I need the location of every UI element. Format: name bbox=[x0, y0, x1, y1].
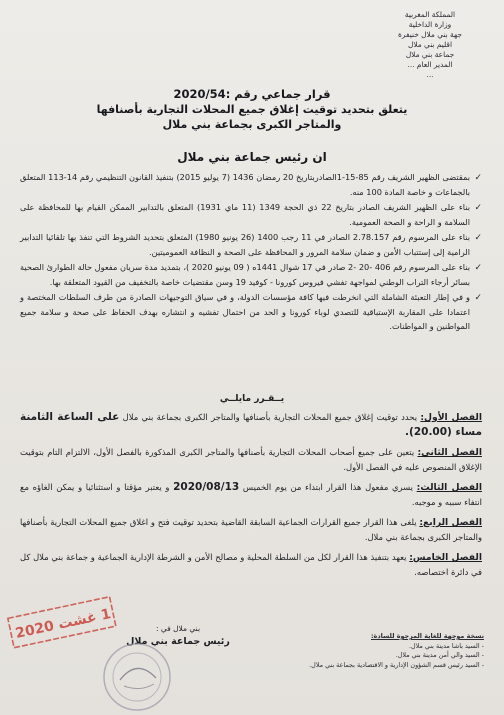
consideration-text: بناء على المرسوم رقم 406 -20 -2 صادر في 17 شوال 1441ه ( 09 يونيو 2020 )، بتمديد مدة سريان مفعول حالة الطوارئ الصحية بسائر أرجاء التراب الوطني لمواجهة تفشي فيروس كورونا - كوفيد 19 وسن مقتضيات خاصة بالتخفيف من القيود المتعلقة بها. bbox=[20, 262, 470, 287]
article-title: الفصل الثاني: bbox=[417, 447, 482, 458]
article-title: الفصل الأول: bbox=[420, 412, 482, 423]
signature-place-date: بني ملال في : bbox=[155, 624, 201, 633]
signature-title: رئيس جماعة بني ملال bbox=[126, 636, 230, 647]
article-date: 2020/08/13 bbox=[173, 481, 240, 493]
copy-recipient: - السيد والي أمن مدينة بني ملال. bbox=[395, 651, 484, 660]
checkmark-icon: ✓ bbox=[474, 173, 482, 183]
article-text: يتعين على جميع أصحاب المحلات التجارية بأصنافها والمتاجر الكبرى المذكورة بالفصل الأول، الالتزام التام بتوقيت الإغلاق المنصوص عليه في الفصل الأول. bbox=[20, 447, 482, 472]
copies-heading: نسخة موجهة للغاية المرجوة للسادة: bbox=[371, 632, 484, 640]
article-5 bbox=[20, 550, 482, 580]
official-seal bbox=[100, 640, 174, 714]
president-heading: ان رئيس جماعة بني ملال bbox=[177, 150, 327, 164]
article-title: الفصل الخامس: bbox=[409, 552, 482, 563]
article-3 bbox=[20, 480, 482, 510]
article-1 bbox=[20, 410, 482, 440]
decides-heading: يــقـرر مايلــي bbox=[219, 394, 285, 404]
decree-title bbox=[30, 86, 474, 132]
letterhead-line: جماعة بني ملال bbox=[405, 50, 455, 59]
official-seal-icon bbox=[100, 640, 174, 714]
letterhead-line: اقليم بني ملال bbox=[407, 40, 453, 49]
copy-recipient: - السيد باشا مدينة بني ملال. bbox=[408, 641, 484, 650]
letterhead-line: المملكة المغربية bbox=[404, 10, 456, 19]
consideration-text: و في إطار التعبئة الشاملة التي انخرطت فيها كافة مؤسسات الدولة، و في سياق التوجيهات الصادرة من طرف السلطات المختصة و اعتمادا على المقاربة الإستباقية للتصدي لوباء كورونا و الحد من احتمال تفشيه و انتشاره بهدف الحفاظ على صحة و سلامة جميع المواطنين و المواطنات. bbox=[20, 292, 470, 331]
article-4 bbox=[20, 515, 482, 545]
article-2 bbox=[20, 445, 482, 475]
copies-list bbox=[274, 632, 484, 670]
consideration-text: بناء على الظهير الشريف الصادر بتاريخ 22 ذي الحجة 1349 (11 ماي 1931) المتعلق بالتدابير الممكن القيام بها للمحافظة على السلامة و الراحة و الصحة العمومية. bbox=[20, 202, 471, 227]
article-text: يحدد توقيت إغلاق جميع المحلات التجارية بأصنافها والمتاجر الكبرى بجماعة بني ملال bbox=[119, 412, 421, 422]
articles-list bbox=[20, 410, 482, 585]
consideration-item bbox=[20, 290, 482, 334]
consideration-item bbox=[20, 170, 482, 199]
article-emphasis: على الساعة الثامنة مساء (20.00). bbox=[20, 411, 482, 438]
consideration-text: بناء على المرسوم رقم 2.78.157 الصادر في 11 رجب 1400 (26 يونيو 1980) المتعلق بتحديد الشروط التي تنفذ بها تلقائيا التدابير الرامية إلى إستتباب الأمن و ضمان سلامة المرور و المحافظة على الصحة و النظافة العموميتين. bbox=[20, 232, 471, 257]
checkmark-icon: ✓ bbox=[474, 293, 482, 303]
consideration-item bbox=[20, 200, 482, 229]
consideration-item bbox=[20, 230, 482, 259]
letterhead-line: ... bbox=[426, 70, 434, 79]
decree-number: قرار جماعي رقم :2020/54 bbox=[173, 87, 331, 101]
letterhead-line: وزارة الداخلية bbox=[408, 20, 452, 29]
consideration-text: بمقتضى الظهير الشريف رقم 85-15-1الصادربتاريخ 20 رمضان 1436 (7 يوليو 2015) بتنفيذ القانون التنظيمي رقم 14-113 المتعلق بالجماعات و خاصة المادة 100 منه. bbox=[20, 172, 470, 197]
copy-recipient: - السيد رئيس قسم الشؤون الإدارية و الاقتصادية بجماعة بني ملال. bbox=[309, 660, 484, 669]
article-text: يسري مفعول هذا القرار ابتداء من يوم الخميس bbox=[239, 482, 417, 492]
consideration-item bbox=[20, 260, 482, 289]
decree-subject-line: والمتاجر الكبرى بجماعة بني ملال bbox=[162, 118, 342, 131]
letterhead-line: المدير العام ... bbox=[407, 60, 453, 69]
checkmark-icon: ✓ bbox=[474, 263, 482, 273]
article-title: الفصل الثالث: bbox=[416, 482, 483, 493]
considerations-list bbox=[20, 170, 482, 335]
letterhead-line: جهة بني ملال خنيفرة bbox=[398, 30, 462, 39]
article-text: يعهد بتنفيذ هذا القرار لكل من السلطة المحلية و مصالح الأمن و الشرطة الإدارية الجماعية و جماعة بني ملال كل في دائرة اختصاصه. bbox=[20, 552, 482, 577]
letterhead bbox=[370, 10, 490, 80]
article-title: الفصل الرابع: bbox=[419, 517, 483, 528]
checkmark-icon: ✓ bbox=[474, 233, 482, 243]
article-text: و يعتبر مؤقتا و استثنائيا و يمكن الغاؤه مع انتفاء سببه و موجبه. bbox=[20, 482, 482, 507]
article-text: يلغى هذا القرار جميع القرارات الجماعية السابقة القاضية بتحديد توقيت فتح و اغلاق جميع المحلات التجارية بأصنافها والمتاجر الكبرى بجماعة بني ملال. bbox=[20, 517, 482, 542]
checkmark-icon: ✓ bbox=[474, 203, 482, 213]
decree-subject-line: يتعلق بتحديد توقيت إغلاق جميع المحلات التجارية بأصنافها bbox=[96, 103, 408, 116]
date-stamp-text: 1 غشت 2020 bbox=[14, 606, 113, 642]
